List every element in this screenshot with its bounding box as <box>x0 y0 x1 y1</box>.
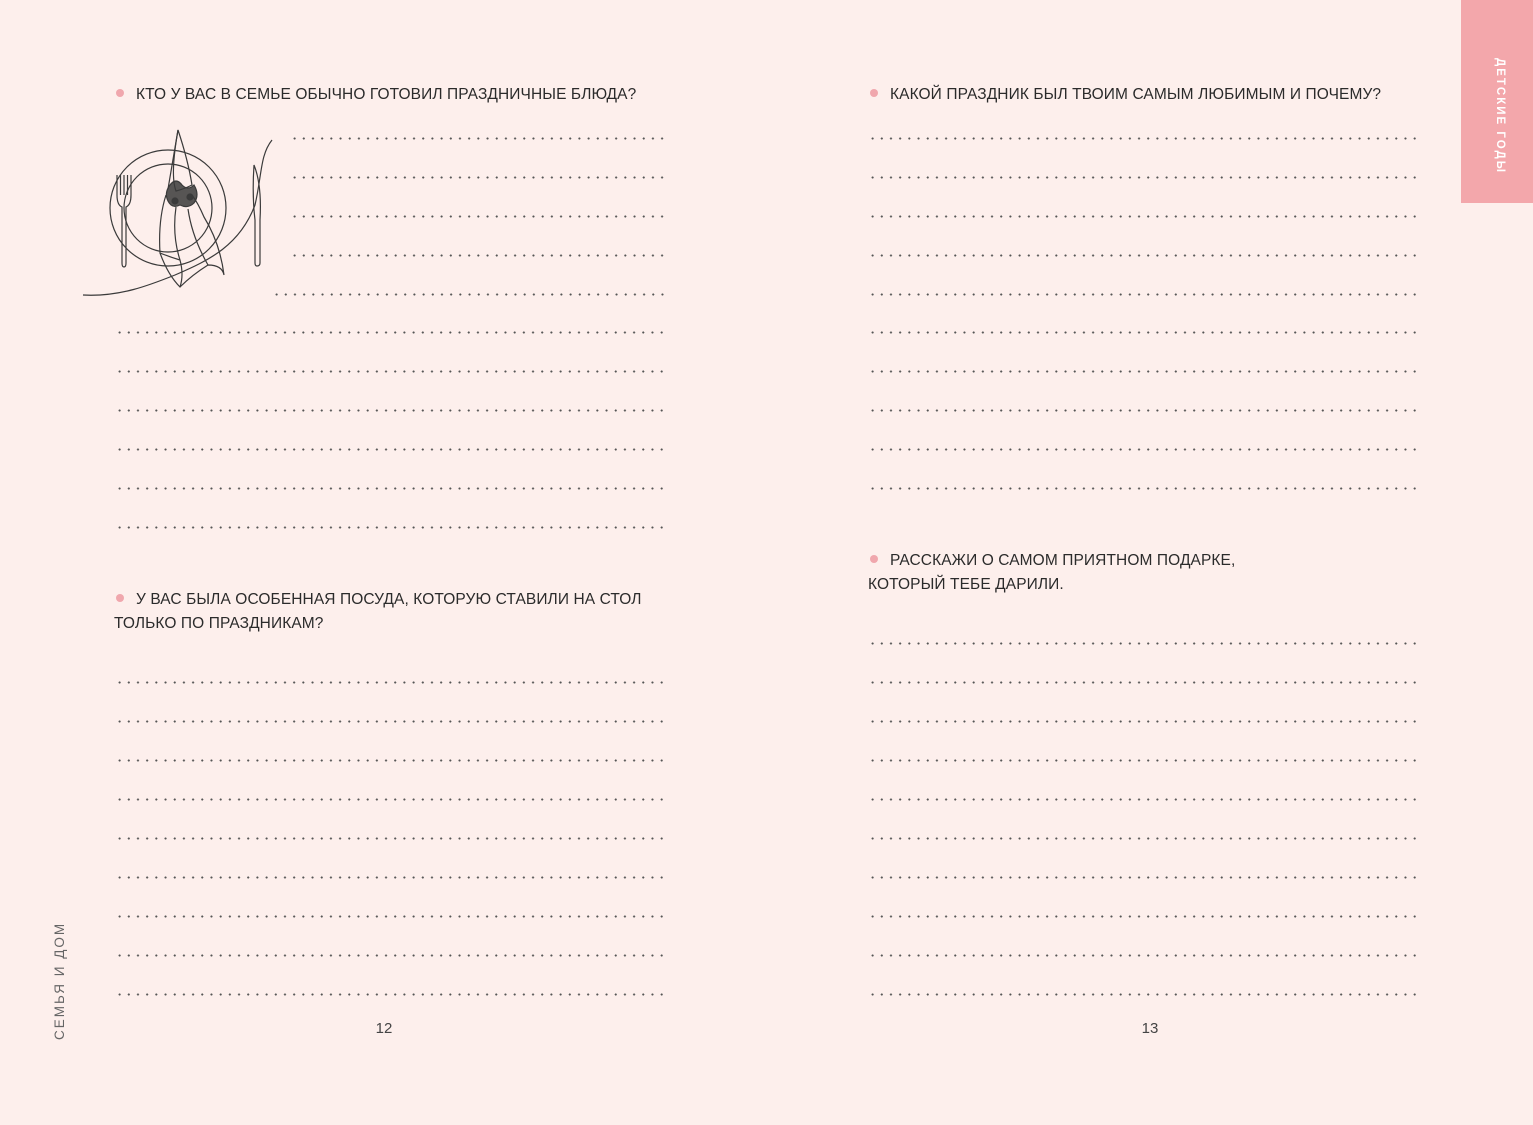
answer-line[interactable] <box>868 254 1421 257</box>
answer-line[interactable] <box>115 759 668 762</box>
answer-line[interactable] <box>115 915 668 918</box>
answer-line[interactable] <box>115 837 668 840</box>
answer-line[interactable] <box>868 954 1421 957</box>
question-holiday-cook <box>114 83 636 107</box>
bullet-icon <box>116 89 124 97</box>
page-number: 12 <box>375 1020 393 1037</box>
answer-line[interactable] <box>115 993 668 996</box>
answer-line[interactable] <box>868 720 1421 723</box>
answer-line[interactable] <box>115 448 668 451</box>
answer-line[interactable] <box>868 137 1421 140</box>
answer-line[interactable] <box>115 409 668 412</box>
answer-line[interactable] <box>115 876 668 879</box>
question-text: КАКОЙ ПРАЗДНИК БЫЛ ТВОИМ САМЫМ ЛЮБИМЫМ И ПОЧЕМУ? <box>890 86 1382 103</box>
bullet-icon <box>116 594 124 602</box>
answer-line[interactable] <box>868 915 1421 918</box>
answer-line[interactable] <box>868 798 1421 801</box>
bullet-icon <box>870 555 878 563</box>
answer-line[interactable] <box>868 176 1421 179</box>
answer-line[interactable] <box>115 681 668 684</box>
answer-line[interactable] <box>290 215 668 218</box>
answer-line[interactable] <box>115 720 668 723</box>
page-number: 13 <box>1141 1020 1159 1037</box>
question-text-line2: КОТОРЫЙ ТЕБЕ ДАРИЛИ. <box>868 576 1064 593</box>
question-text-line2: ТОЛЬКО ПО ПРАЗДНИКАМ? <box>114 615 324 632</box>
answer-line[interactable] <box>290 176 668 179</box>
table-setting-icon <box>80 125 275 300</box>
answer-line[interactable] <box>868 642 1421 645</box>
answer-line[interactable] <box>868 448 1421 451</box>
answer-line[interactable] <box>115 331 668 334</box>
answer-line[interactable] <box>868 370 1421 373</box>
right-page <box>766 0 1533 1125</box>
question-text-line1: РАССКАЖИ О САМОМ ПРИЯТНОМ ПОДАРКЕ, <box>890 552 1236 569</box>
answer-line[interactable] <box>290 254 668 257</box>
answer-line[interactable] <box>868 837 1421 840</box>
question-favorite-holiday <box>868 83 1381 107</box>
section-side-label: СЕМЬЯ И ДОМ <box>52 921 67 1040</box>
answer-line[interactable] <box>115 487 668 490</box>
answer-line[interactable] <box>868 409 1421 412</box>
bullet-icon <box>870 89 878 97</box>
answer-line[interactable] <box>115 526 668 529</box>
section-tab-label: ДЕТСКИЕ ГОДЫ <box>1494 58 1506 174</box>
question-text: КТО У ВАС В СЕМЬЕ ОБЫЧНО ГОТОВИЛ ПРАЗДНИЧНЫЕ БЛЮДА? <box>136 86 637 103</box>
answer-line[interactable] <box>868 487 1421 490</box>
answer-line[interactable] <box>868 681 1421 684</box>
answer-line[interactable] <box>868 993 1421 996</box>
left-page <box>0 0 766 1125</box>
question-text-line1: У ВАС БЫЛА ОСОБЕННАЯ ПОСУДА, КОТОРУЮ СТАВИЛИ НА СТОЛ <box>136 591 642 608</box>
question-holiday-dishes <box>114 588 642 636</box>
answer-line[interactable] <box>290 137 668 140</box>
answer-line[interactable] <box>115 954 668 957</box>
answer-line[interactable] <box>868 293 1421 296</box>
answer-line[interactable] <box>868 759 1421 762</box>
answer-line[interactable] <box>868 215 1421 218</box>
answer-line[interactable] <box>868 331 1421 334</box>
answer-line[interactable] <box>272 293 668 296</box>
answer-line[interactable] <box>115 798 668 801</box>
answer-line[interactable] <box>115 370 668 373</box>
section-tab <box>1461 0 1533 203</box>
answer-line[interactable] <box>868 876 1421 879</box>
question-best-gift <box>868 549 1235 597</box>
